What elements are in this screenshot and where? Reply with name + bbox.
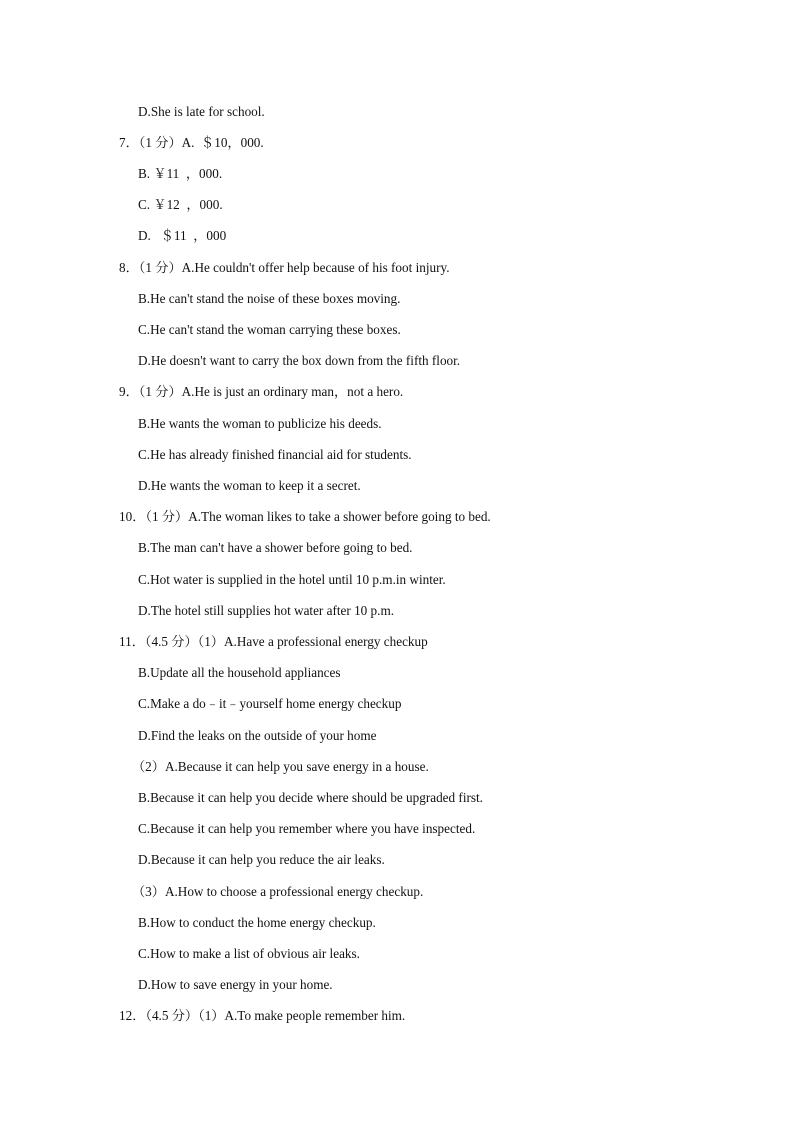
- subquestion-11-3: （3）A.How to choose a professional energy checkup.: [132, 884, 424, 899]
- option-11-1d: D.Find the leaks on the outside of your home: [138, 728, 377, 743]
- option-11-2b: B.Because it can help you decide where should be upgraded first.: [138, 790, 483, 805]
- option-9d: D.He wants the woman to keep it a secret.: [138, 478, 361, 493]
- question-9: 9．（1 分）A.He is just an ordinary man，not a hero.: [119, 384, 404, 399]
- option-10b: B.The man can't have a shower before going to bed.: [138, 540, 413, 555]
- option-11-2d: D.Because it can help you reduce the air leaks.: [138, 852, 385, 867]
- option-11-3c: C.How to make a list of obvious air leaks.: [138, 946, 360, 961]
- option-7d: D. ＄11 ，000: [138, 228, 227, 243]
- option-10d: D.The hotel still supplies hot water after 10 p.m.: [138, 603, 395, 618]
- option-6d: D.She is late for school.: [138, 104, 265, 119]
- option-10c: C.Hot water is supplied in the hotel until 10 p.m.in winter.: [138, 572, 446, 587]
- option-7c: C. ￥12 ，000.: [138, 197, 223, 212]
- option-11-3b: B.How to conduct the home energy checkup.: [138, 915, 376, 930]
- question-8: 8．（1 分）A.He couldn't offer help because of his foot injury.: [119, 260, 450, 275]
- option-8b: B.He can't stand the noise of these boxes moving.: [138, 291, 401, 306]
- option-8d: D.He doesn't want to carry the box down from the fifth floor.: [138, 353, 461, 368]
- option-11-1c: C.Make a do﹣it﹣yourself home energy checkup: [138, 696, 402, 711]
- option-11-1b: B.Update all the household appliances: [138, 665, 341, 680]
- question-10: 10．（1 分）A.The woman likes to take a shower before going to bed.: [119, 509, 491, 524]
- option-11-2c: C.Because it can help you remember where you have inspected.: [138, 821, 476, 836]
- question-7: 7．（1 分）A. ＄10，000.: [119, 135, 264, 150]
- question-12: 12．（4.5 分）（1）A.To make people remember him.: [119, 1008, 406, 1023]
- subquestion-11-2: （2）A.Because it can help you save energy in a house.: [132, 759, 429, 774]
- option-8c: C.He can't stand the woman carrying these boxes.: [138, 322, 401, 337]
- option-9b: B.He wants the woman to publicize his deeds.: [138, 416, 382, 431]
- option-7b: B. ￥11 ，000.: [138, 166, 223, 181]
- option-9c: C.He has already finished financial aid for students.: [138, 447, 412, 462]
- option-11-3d: D.How to save energy in your home.: [138, 977, 333, 992]
- question-11: 11．（4.5 分）（1）A.Have a professional energy checkup: [119, 634, 428, 649]
